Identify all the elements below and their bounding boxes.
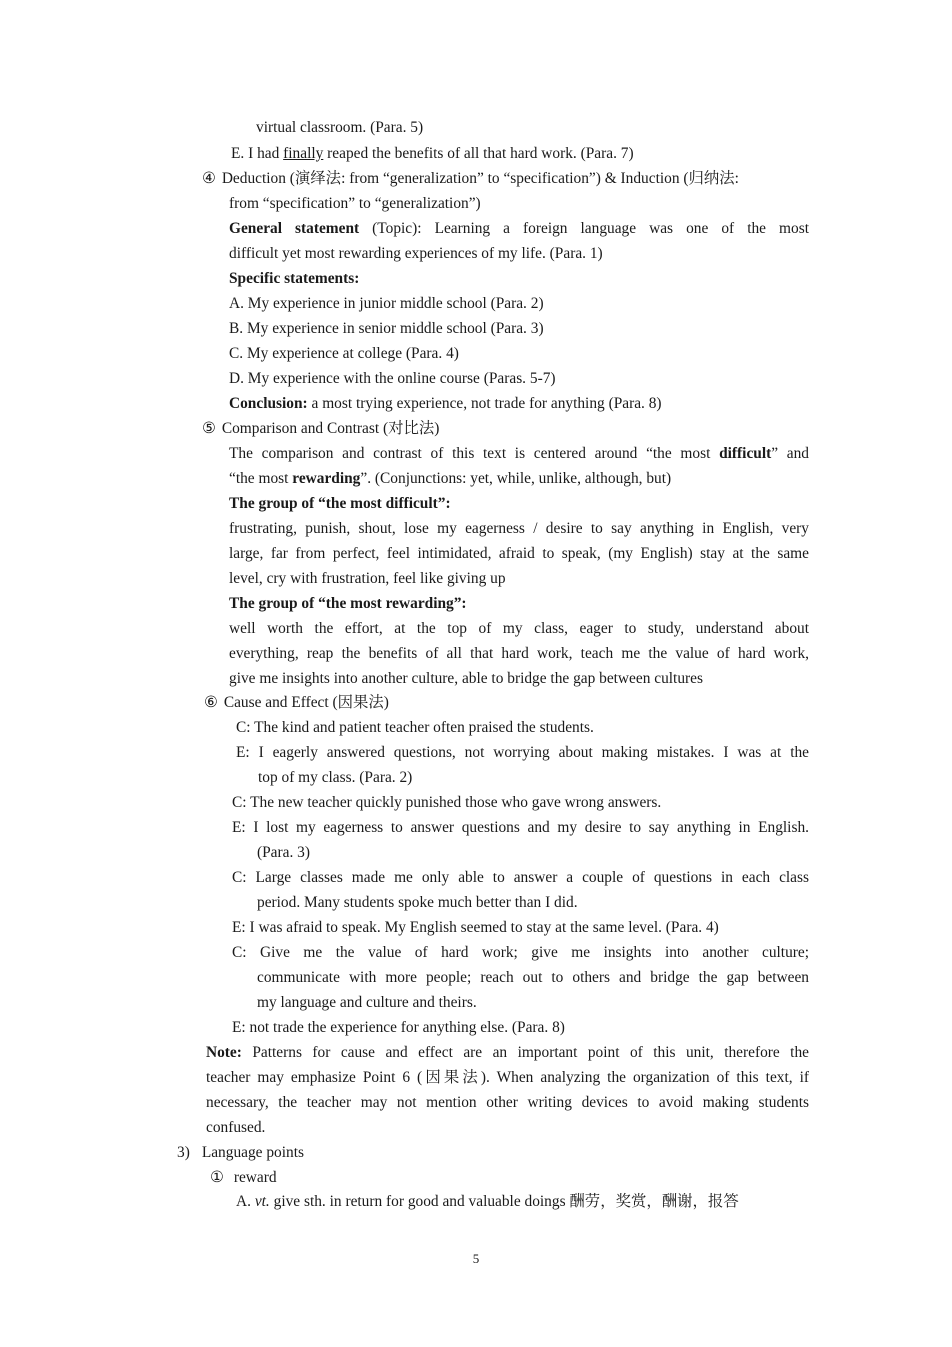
- text-line: E: I was afraid to speak. My English seemed to stay at the same level. (Para. 4): [232, 919, 719, 936]
- text-line: period. Many students spoke much better than I did.: [257, 894, 578, 911]
- subheading: The group of “the most difficult”:: [229, 495, 451, 512]
- note-line: teacher may emphasize Point 6 (因果法). When analyzing the organization of this text, if: [206, 1069, 809, 1086]
- text-line: level, cry with frustration, feel like giving up: [229, 570, 506, 587]
- list-item: D. My experience with the online course (Paras. 5-7): [229, 370, 556, 387]
- text-line: large, far from perfect, feel intimidated, afraid to speak, (my English) stay at the same: [229, 545, 809, 562]
- text-line: Conclusion: a most trying experience, not trade for anything (Para. 8): [229, 395, 662, 412]
- text-line: communicate with more people; reach out to others and bridge the gap between: [257, 969, 809, 986]
- definition-line: A. vt. give sth. in return for good and valuable doings 酬劳，奖赏，酬谢，报答: [236, 1193, 739, 1210]
- heading-comparison: ⑤ Comparison and Contrast (对比法): [202, 420, 440, 437]
- underlined-word: finally: [283, 145, 324, 162]
- text-line: General statement (Topic): Learning a foreign language was one of the most: [229, 220, 809, 237]
- heading-cause-effect: ⑥ Cause and Effect (因果法): [204, 694, 389, 711]
- text-line: “the most rewarding”. (Conjunctions: yet, while, unlike, although, but): [229, 470, 672, 487]
- text-line: frustrating, punish, shout, lose my eagerness / desire to say anything in English, very: [229, 520, 809, 537]
- note-line: confused.: [206, 1119, 266, 1136]
- text-line: C: The new teacher quickly punished those who gave wrong answers.: [232, 794, 662, 811]
- circled-number-1: ①: [210, 1169, 224, 1186]
- list-item: B. My experience in senior middle school (Para. 3): [229, 320, 544, 337]
- text-line: top of my class. (Para. 2): [258, 769, 413, 786]
- text-line: difficult yet most rewarding experiences of my life. (Para. 1): [229, 245, 603, 262]
- heading-language-points: 3) Language points: [177, 1144, 304, 1161]
- text-line: C: The kind and patient teacher often praised the students.: [236, 719, 594, 736]
- text-line: The comparison and contrast of this text is centered around “the most difficult” and: [229, 445, 810, 462]
- text-line: E. I had finally reaped the benefits of all that hard work. (Para. 7): [231, 145, 634, 162]
- text-line: E: I lost my eagerness to answer questions and my desire to say anything in English.: [232, 819, 809, 836]
- list-item: A. My experience in junior middle school (Para. 2): [229, 295, 544, 312]
- note-line: Note: Patterns for cause and effect are an important point of this unit, therefore the: [206, 1044, 809, 1061]
- section-number: 3): [177, 1144, 190, 1161]
- text-line: virtual classroom. (Para. 5): [256, 119, 424, 136]
- text-line: give me insights into another culture, able to bridge the gap between cultures: [229, 670, 703, 687]
- text-line: (Para. 3): [257, 844, 310, 861]
- text-line: C: Large classes made me only able to answer a couple of questions in each class: [232, 869, 809, 886]
- text-line: E: I eagerly answered questions, not worrying about making mistakes. I was at the: [236, 744, 809, 761]
- circled-number-6: ⑥: [204, 694, 218, 711]
- text-line: C: Give me the value of hard work; give me insights into another culture;: [232, 944, 809, 961]
- text-line: my language and culture and theirs.: [257, 994, 477, 1011]
- list-item: C. My experience at college (Para. 4): [229, 345, 459, 362]
- circled-number-5: ⑤: [202, 420, 216, 437]
- subheading: The group of “the most rewarding”:: [229, 595, 467, 612]
- text-line: everything, reap the benefits of all that hard work, teach me the value of hard work,: [229, 645, 809, 662]
- vocab-entry: ① reward: [210, 1169, 277, 1186]
- text-line: E: not trade the experience for anything else. (Para. 8): [232, 1019, 565, 1036]
- text-line: from “specification” to “generalization”): [229, 195, 481, 212]
- subheading: Specific statements:: [229, 270, 360, 287]
- page-number: 5: [472, 1251, 480, 1266]
- note-line: necessary, the teacher may not mention other writing devices to avoid making students: [206, 1094, 809, 1111]
- circled-number-4: ④: [202, 170, 216, 187]
- text-line: well worth the effort, at the top of my class, eager to study, understand about: [229, 620, 809, 637]
- heading-deduction: ④ Deduction (演绎法: from “generalization” to “specification”) & Induction (归纳法:: [202, 170, 739, 187]
